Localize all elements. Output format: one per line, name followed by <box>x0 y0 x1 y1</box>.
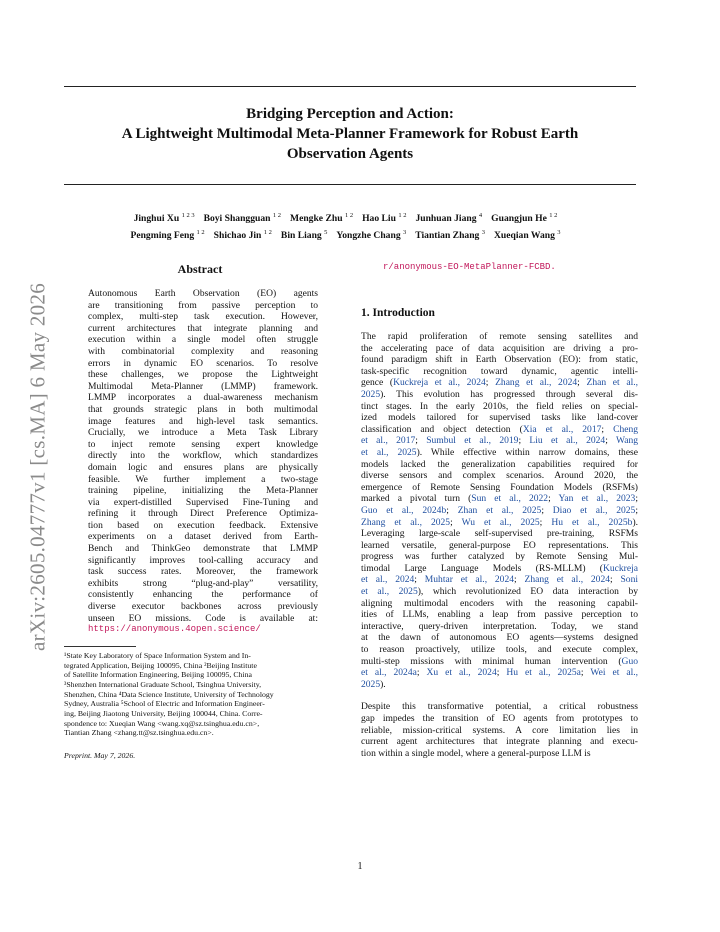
intro-text: models lacked the generalization capabilities required for <box>361 458 638 470</box>
citation-link[interactable]: Wu et al., 2025 <box>461 516 540 528</box>
intro-text: ; <box>610 574 621 586</box>
citation-link[interactable]: Kuckreja et al., 2024 <box>393 377 486 389</box>
author-affiliation-marks: 4 <box>478 212 483 219</box>
author-name: Guangjun He <box>491 213 550 225</box>
intro-line <box>361 517 638 529</box>
citation-link[interactable]: Liu et al., 2024 <box>529 435 606 447</box>
intro-text: ). <box>380 678 386 690</box>
intro-text: gence ( <box>361 377 394 389</box>
footnote-line: spondence to: Xueqian Wang <wang.xq@sz.tsinghua.edu.cn>, <box>64 718 260 728</box>
author <box>336 230 406 241</box>
intro-text: ; <box>541 504 553 516</box>
intro-line <box>361 412 638 424</box>
abstract-heading: Abstract <box>177 262 223 276</box>
abstract-line: exhibits strong “plug-and-play” versatility, <box>88 577 318 589</box>
intro-text: ; <box>416 667 427 679</box>
abstract-line: Crucially, we introduce a Meta Task Library <box>88 427 318 439</box>
abstract-line: training pipeline, initializing the Meta-Planner <box>88 485 318 497</box>
left-column <box>64 262 336 760</box>
intro-line <box>361 540 638 552</box>
intro-text: ; <box>601 423 614 435</box>
title-line-2: A Lightweight Multimodal Meta-Planner Framework for Robust Earth <box>121 126 579 142</box>
intro-text: progress was further catalyzed by Remote Sensing Mul- <box>361 551 638 563</box>
title-line-3: Observation Agents <box>286 146 414 162</box>
intro-line <box>361 621 638 633</box>
footnote-line: ¹State Key Laboratory of Space Information System and In- <box>64 650 251 660</box>
abstract-line: image features and high-level task semantics. <box>88 415 318 427</box>
footnote-line: ³Shenzhen International Graduate School, Tsinghua University, <box>64 679 262 689</box>
author-name: Shichao Jin <box>213 230 264 242</box>
intro-text: ; <box>514 574 525 586</box>
intro-line <box>361 389 638 401</box>
citation-link[interactable]: et al., 2024 <box>361 574 415 586</box>
intro-line <box>361 528 638 540</box>
abstract-line: directly into the workflow, which standardizes <box>88 450 318 462</box>
intro-line <box>361 632 638 644</box>
author-affiliation-marks: 1 2 <box>344 212 354 219</box>
intro-text: multi-step missions with minimal human intervention ( <box>361 655 622 667</box>
author <box>415 213 482 224</box>
abstract-line: diverse executor backbones across previously <box>88 601 318 613</box>
footnote-rule <box>64 646 136 647</box>
intro-text: ; <box>548 493 559 505</box>
author-affiliation-marks: 5 <box>324 229 328 237</box>
abstract-line: via expert-distilled Supervised Fine-Tuning and <box>88 496 318 508</box>
citation-link[interactable]: Zhan et al., <box>586 377 638 389</box>
author-line-2 <box>64 226 636 243</box>
intro-text: ; <box>539 516 552 528</box>
footnote-line: Shenzhen, China ⁴Data Science Institute, University of Technology <box>64 689 274 699</box>
abstract-line: domain logic and ensures plans are physically <box>88 461 318 473</box>
intro-text: ), which revolutionized EO data interaction by <box>417 586 639 598</box>
author-list <box>64 209 636 243</box>
author-name: Pengming Feng <box>130 230 197 242</box>
title-line-1: Bridging Perception and Action: <box>246 106 454 122</box>
citation-link[interactable]: Guo <box>621 655 638 667</box>
intro-text: ; <box>496 667 507 679</box>
author <box>494 230 561 241</box>
intro-text: task-specific recognition toward dynamic, agentic intelli- <box>361 365 638 377</box>
abstract-line: current architectures that integrate planning and <box>88 322 318 334</box>
abstract-line: experiments on a dataset derived from Earth- <box>88 531 318 543</box>
intro-text: marked a pivotal turn ( <box>361 493 472 505</box>
citation-link[interactable]: Guo et al., 2024b <box>361 504 447 516</box>
intro-line <box>361 354 638 366</box>
abstract-line: that grounds strategic plans in both multimodal <box>88 403 318 415</box>
author-affiliation-marks: 1 2 <box>196 229 205 237</box>
author-name: Junhuan Jiang <box>415 213 479 225</box>
intro-line <box>361 401 638 413</box>
citation-link[interactable]: et al., 2017 <box>361 435 416 447</box>
author <box>214 230 272 241</box>
intro-line <box>361 586 638 598</box>
citation-link[interactable]: Zhang et al., 2025 <box>361 516 451 528</box>
intro-text: Leveraging large-scale self-supervised pre-training, RSFMs <box>361 528 638 540</box>
intro-text: ; <box>635 504 638 516</box>
citation-link[interactable]: Cheng <box>613 423 639 435</box>
intro-line <box>361 470 638 482</box>
footnote-line: Sydney, Australia ⁵School of Electric and Information Engineer- <box>64 699 265 709</box>
intro-text: ; <box>605 435 616 447</box>
abstract-line: these challenges, we propose the Lightweight <box>88 369 318 381</box>
intro-text: ; <box>518 435 530 447</box>
intro-text: learned versatile, general-purpose EO representations. This <box>361 539 638 551</box>
abstract-line: to inject remote sensing expert knowledge <box>88 438 318 450</box>
footnote-line: of Satellite Information Engineering, Beijing 100095, China <box>64 670 252 680</box>
author <box>130 230 204 241</box>
citation-link[interactable]: Sumbul et al., 2019 <box>426 435 519 447</box>
author <box>362 213 406 224</box>
page-number: 1 <box>357 861 363 872</box>
intro-text: ; <box>580 667 591 679</box>
abstract-line: significantly improves tool-calling accuracy and <box>88 554 318 566</box>
citation-link[interactable]: Diao et al., 2025 <box>552 504 636 516</box>
author-affiliation-marks: 1 2 3 <box>181 212 195 219</box>
intro-line <box>361 377 638 389</box>
abstract-line: with combinatorial complexity and reasoning <box>88 345 318 357</box>
citation-link[interactable]: Zhang et al., 2024 <box>495 377 578 389</box>
intro-line <box>361 366 638 378</box>
author <box>281 230 327 241</box>
intro-line <box>361 598 638 610</box>
citation-link[interactable]: Hu et al., 2025a <box>506 667 581 679</box>
citation-link[interactable]: Wei et al., <box>590 667 638 679</box>
author-affiliation-marks: 3 <box>481 229 485 237</box>
paper-title <box>64 104 636 164</box>
citation-link[interactable]: Xu et al., 2024 <box>426 667 497 679</box>
citation-link[interactable]: Zhan et al., 2025 <box>457 504 542 516</box>
intro-text: the accelerating pace of data acquisition are driving a pro- <box>361 342 638 354</box>
intro-line <box>361 459 638 471</box>
author <box>204 213 281 224</box>
preprint-date: Preprint. May 7, 2026. <box>64 751 136 761</box>
author <box>134 213 195 224</box>
intro-line: gap impedes the transition of EO agents from prototypes to <box>361 713 638 724</box>
intro-text: classification and object detection ( <box>361 423 523 435</box>
author-affiliation-marks: 3 <box>403 229 407 237</box>
footnote-line: tegrated Application, Beijing 100095, China ²Beijing Institute <box>64 660 257 670</box>
author-affiliation-marks: 1 2 <box>272 212 282 219</box>
intro-line: current agent architectures that integrate planning and execu- <box>361 736 638 748</box>
introduction-paragraph-2 <box>361 701 638 759</box>
title-bottom-rule <box>64 184 636 185</box>
abstract-line: complex, multi-step task execution. However, <box>88 311 318 323</box>
intro-line <box>361 343 638 355</box>
author-line-1 <box>64 209 636 226</box>
top-rule <box>64 86 636 87</box>
intro-text: ). This evolution has progressed through several dis- <box>380 388 638 400</box>
intro-line <box>361 505 638 517</box>
intro-line: tion within a single model, where a general-purpose LLM is <box>361 747 591 759</box>
abstract-line: Multimodal Meta-Planner (LMMP) framework. <box>88 380 318 392</box>
intro-text: ; <box>415 435 427 447</box>
intro-text: ized models tailored for supervised tasks like land-cover <box>361 412 638 424</box>
intro-text: diverse sensors and complex scenarios. Around 2020, the <box>361 470 638 482</box>
intro-text: ; <box>446 504 458 516</box>
code-url-continuation[interactable]: r/anonymous-EO-MetaPlanner-FCBD. <box>383 262 556 272</box>
affiliations-footnote <box>64 651 336 738</box>
intro-line: Despite this transformative potential, a critical robustness <box>361 701 638 713</box>
intro-line <box>361 331 638 343</box>
citation-link[interactable]: et al., 2025 <box>361 586 418 598</box>
intro-text: aligning multimodal encoders with the reasoning capabil- <box>361 597 638 609</box>
intro-line <box>361 435 638 447</box>
intro-text: ; <box>577 377 587 389</box>
citation-link[interactable]: Hu et al., 2025b <box>551 516 633 528</box>
intro-text: found paradigm shift in Earth Observation (EO): from static, <box>361 354 638 366</box>
citation-link[interactable]: 2025 <box>361 678 381 690</box>
author <box>415 230 485 241</box>
abstract-body <box>88 288 318 636</box>
intro-text: at the dawn of autonomous EO agents—systems designed <box>361 632 638 644</box>
intro-text: ities of LLMs, enabling a leap from passive perception to <box>361 609 638 621</box>
intro-line <box>361 656 638 668</box>
author-name: Bin Liang <box>280 230 325 242</box>
abstract-line: Autonomous Earth Observation (EO) agents <box>88 288 318 299</box>
citation-link[interactable]: 2025 <box>361 388 381 400</box>
intro-line <box>361 551 638 563</box>
author-name: Jinghui Xu <box>133 213 182 225</box>
author-affiliation-marks: 3 <box>557 229 561 237</box>
citation-link[interactable]: Kuckreja <box>603 562 638 574</box>
intro-line <box>361 574 638 586</box>
author-affiliation-marks: 1 2 <box>398 212 407 219</box>
abstract-line: errors in dynamic EO scenarios. To resolve <box>88 357 318 369</box>
intro-text: ). While effective within narrow domains, these <box>416 446 639 458</box>
citation-link[interactable]: Yan et al., 2023 <box>558 493 636 505</box>
intro-text: ; <box>450 516 462 528</box>
intro-line <box>361 482 638 494</box>
intro-line <box>361 424 638 436</box>
author-name: Tiantian Zhang <box>415 230 482 242</box>
abstract-line: refining it through Direct Preference Optimiza- <box>88 508 318 520</box>
introduction-paragraph-1 <box>361 331 638 690</box>
intro-text: The rapid proliferation of remote sensing satellites and <box>361 331 638 342</box>
author <box>290 213 353 224</box>
abstract-line: execution within a single model often struggle <box>88 334 318 346</box>
abstract-line: LMMP incorporates a dual-awareness mechanism <box>88 392 318 404</box>
author-name: Boyi Shangguan <box>203 213 273 225</box>
abstract-line: unseen EO missions. Code is available at: <box>88 612 318 624</box>
author-name: Yongzhe Chang <box>336 230 404 242</box>
intro-text: timodal Large Language Models (RS-MLLM) ( <box>361 562 603 574</box>
footnote-line: Tiantian Zhang <zhang.tt@sz.tsinghua.edu.cn>. <box>64 728 214 738</box>
introduction-heading: 1. Introduction <box>361 307 435 319</box>
abstract-line: feasible. We further implement a two-stage <box>88 473 318 485</box>
code-url-link[interactable]: https://anonymous.4open.science/ <box>88 624 261 635</box>
intro-line <box>361 644 638 656</box>
abstract-line: are transitioning from passive perception to <box>88 299 318 311</box>
author-affiliation-marks: 1 2 <box>263 229 272 237</box>
intro-text: ; <box>414 574 425 586</box>
author-affiliation-marks: 1 2 <box>549 212 558 219</box>
intro-line <box>361 447 638 459</box>
citation-link[interactable]: et al., 2024a <box>361 667 417 679</box>
intro-line <box>361 609 638 621</box>
intro-line <box>361 679 638 691</box>
intro-line: reliable, mission-critical systems. A core limitation lies in <box>361 724 638 736</box>
abstract-line: consistently enhancing the performance of <box>88 589 318 601</box>
citation-link[interactable]: Wang <box>615 435 639 447</box>
abstract-line: tion based on execution feedback. Extensive <box>88 519 318 531</box>
intro-text: ; <box>635 493 638 505</box>
citation-link[interactable]: et al., 2025 <box>361 446 417 458</box>
intro-line <box>361 493 638 505</box>
intro-line <box>361 667 638 679</box>
citation-link[interactable]: Zhang et al., 2024 <box>524 574 611 586</box>
right-column <box>361 262 638 759</box>
abstract-line: Bench and ThinkGeo demonstrate that LMMP <box>88 543 318 555</box>
citation-link[interactable]: Xia et al., 2017 <box>522 423 602 435</box>
citation-link[interactable]: Soni <box>620 574 639 586</box>
arxiv-identifier-stamp: arXiv:2605.04777v1 [cs.MA] 6 May 2026 <box>25 282 50 652</box>
author-name: Xueqian Wang <box>494 230 558 242</box>
intro-text: ). <box>632 516 639 528</box>
citation-link[interactable]: Muhtar et al., 2024 <box>424 574 515 586</box>
intro-line <box>361 563 638 575</box>
intro-text: interactive, query-driven interpretation. Today, we stand <box>361 620 638 632</box>
author-name: Mengke Zhu <box>290 213 345 225</box>
author <box>491 213 557 224</box>
intro-text: ; <box>485 377 496 389</box>
citation-link[interactable]: Sun et al., 2022 <box>471 493 549 505</box>
intro-text: tinct stages. In the early 2010s, the field relies on special- <box>361 400 638 412</box>
author-name: Hao Liu <box>362 213 399 225</box>
intro-text: emergence of Remote Sensing Foundation Models (RSFMs) <box>361 481 638 493</box>
footnote-line: ing, Beijing Jiaotong University, Beijing 100044, China. Corre- <box>64 709 263 719</box>
intro-text: to reason proactively, utilize tools, and execute complex, <box>361 644 638 656</box>
abstract-line: task success rates. Moreover, the framework <box>88 566 318 578</box>
